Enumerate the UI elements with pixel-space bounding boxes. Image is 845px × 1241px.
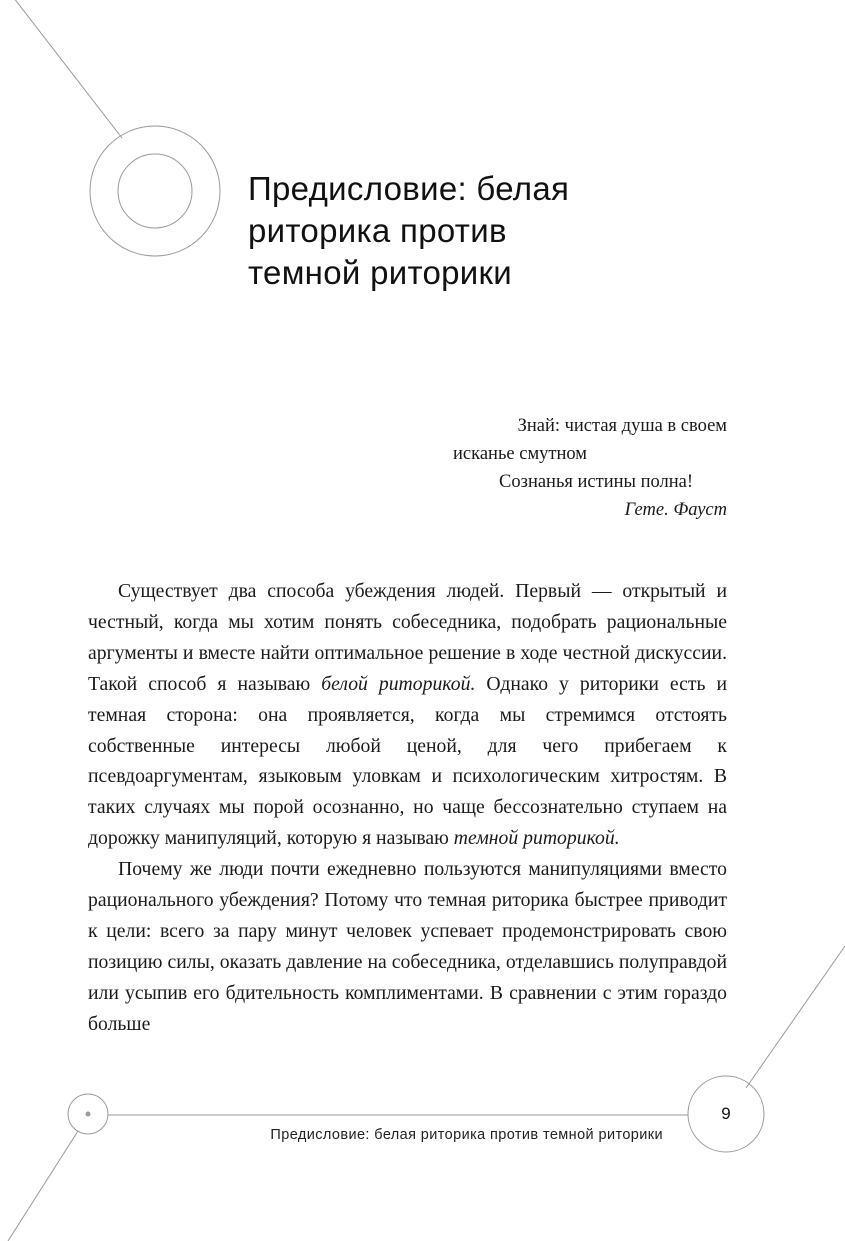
body-text (88, 576, 727, 1040)
paragraph-1-emphasis-1: белой риторикой. (321, 672, 476, 695)
right-diagonal-line (746, 946, 845, 1088)
paragraph-1-emphasis-2: темной риторикой. (453, 827, 620, 850)
epigraph (420, 412, 727, 524)
paragraph-1-part-1: Существует два способа убеждения людей. Первый — открытый и честный, когда мы хотим понять собеседника, подобрать рациональные аргументы и вместе найти оптимальное решение в ходе честной дискуссии. Такой способ я называю (88, 580, 727, 695)
chapter-title-line-3: темной риторики (248, 254, 513, 291)
running-head: Предисловие: белая риторика против темной риторики (270, 1127, 663, 1143)
epigraph-line-2: исканье смутном (453, 444, 587, 464)
chapter-title (248, 168, 718, 294)
epigraph-line-1: Знай: чистая душа в своем (517, 416, 727, 436)
paragraph-1 (88, 576, 727, 854)
chapter-title-line-2: риторика против (248, 212, 507, 249)
bottom-diagonal-line (8, 1131, 78, 1241)
chapter-title-line-1: Предисловие: белая (248, 170, 570, 207)
paragraph-1-part-2: Однако у риторики есть и темная сторона: она проявляется, когда мы стремимся отстоять собственные интересы любой ценой, для чего прибегаем к псевдоаргументам, языковым уловкам и психологическим хитростям. В таких случаях мы порой осознанно, но чаще бессознательно ступаем на дорожку манипуляций, которую я называю (88, 672, 727, 850)
top-diagonal-line (0, 0, 122, 138)
footer-left-dot-icon (86, 1112, 91, 1117)
paragraph-2: Почему же люди почти ежедневно пользуются манипуляциями вместо рационального убеждения? Потому что темная риторика быстрее приводит к цели: всего за пару минут человек успевает продемонстрировать свою позицию силы, оказать давление на собеседника, отделавшись полуправдой или усыпив его бдительность комплиментами. В сравнении с этим гораздо больше (88, 858, 727, 1035)
inner-ring-icon (118, 154, 192, 228)
epigraph-attribution: Гете. Фауст (624, 500, 727, 520)
page-number: 9 (721, 1104, 731, 1123)
epigraph-line-3: Сознанья истины полна! (499, 472, 693, 492)
outer-ring-icon (90, 126, 220, 256)
